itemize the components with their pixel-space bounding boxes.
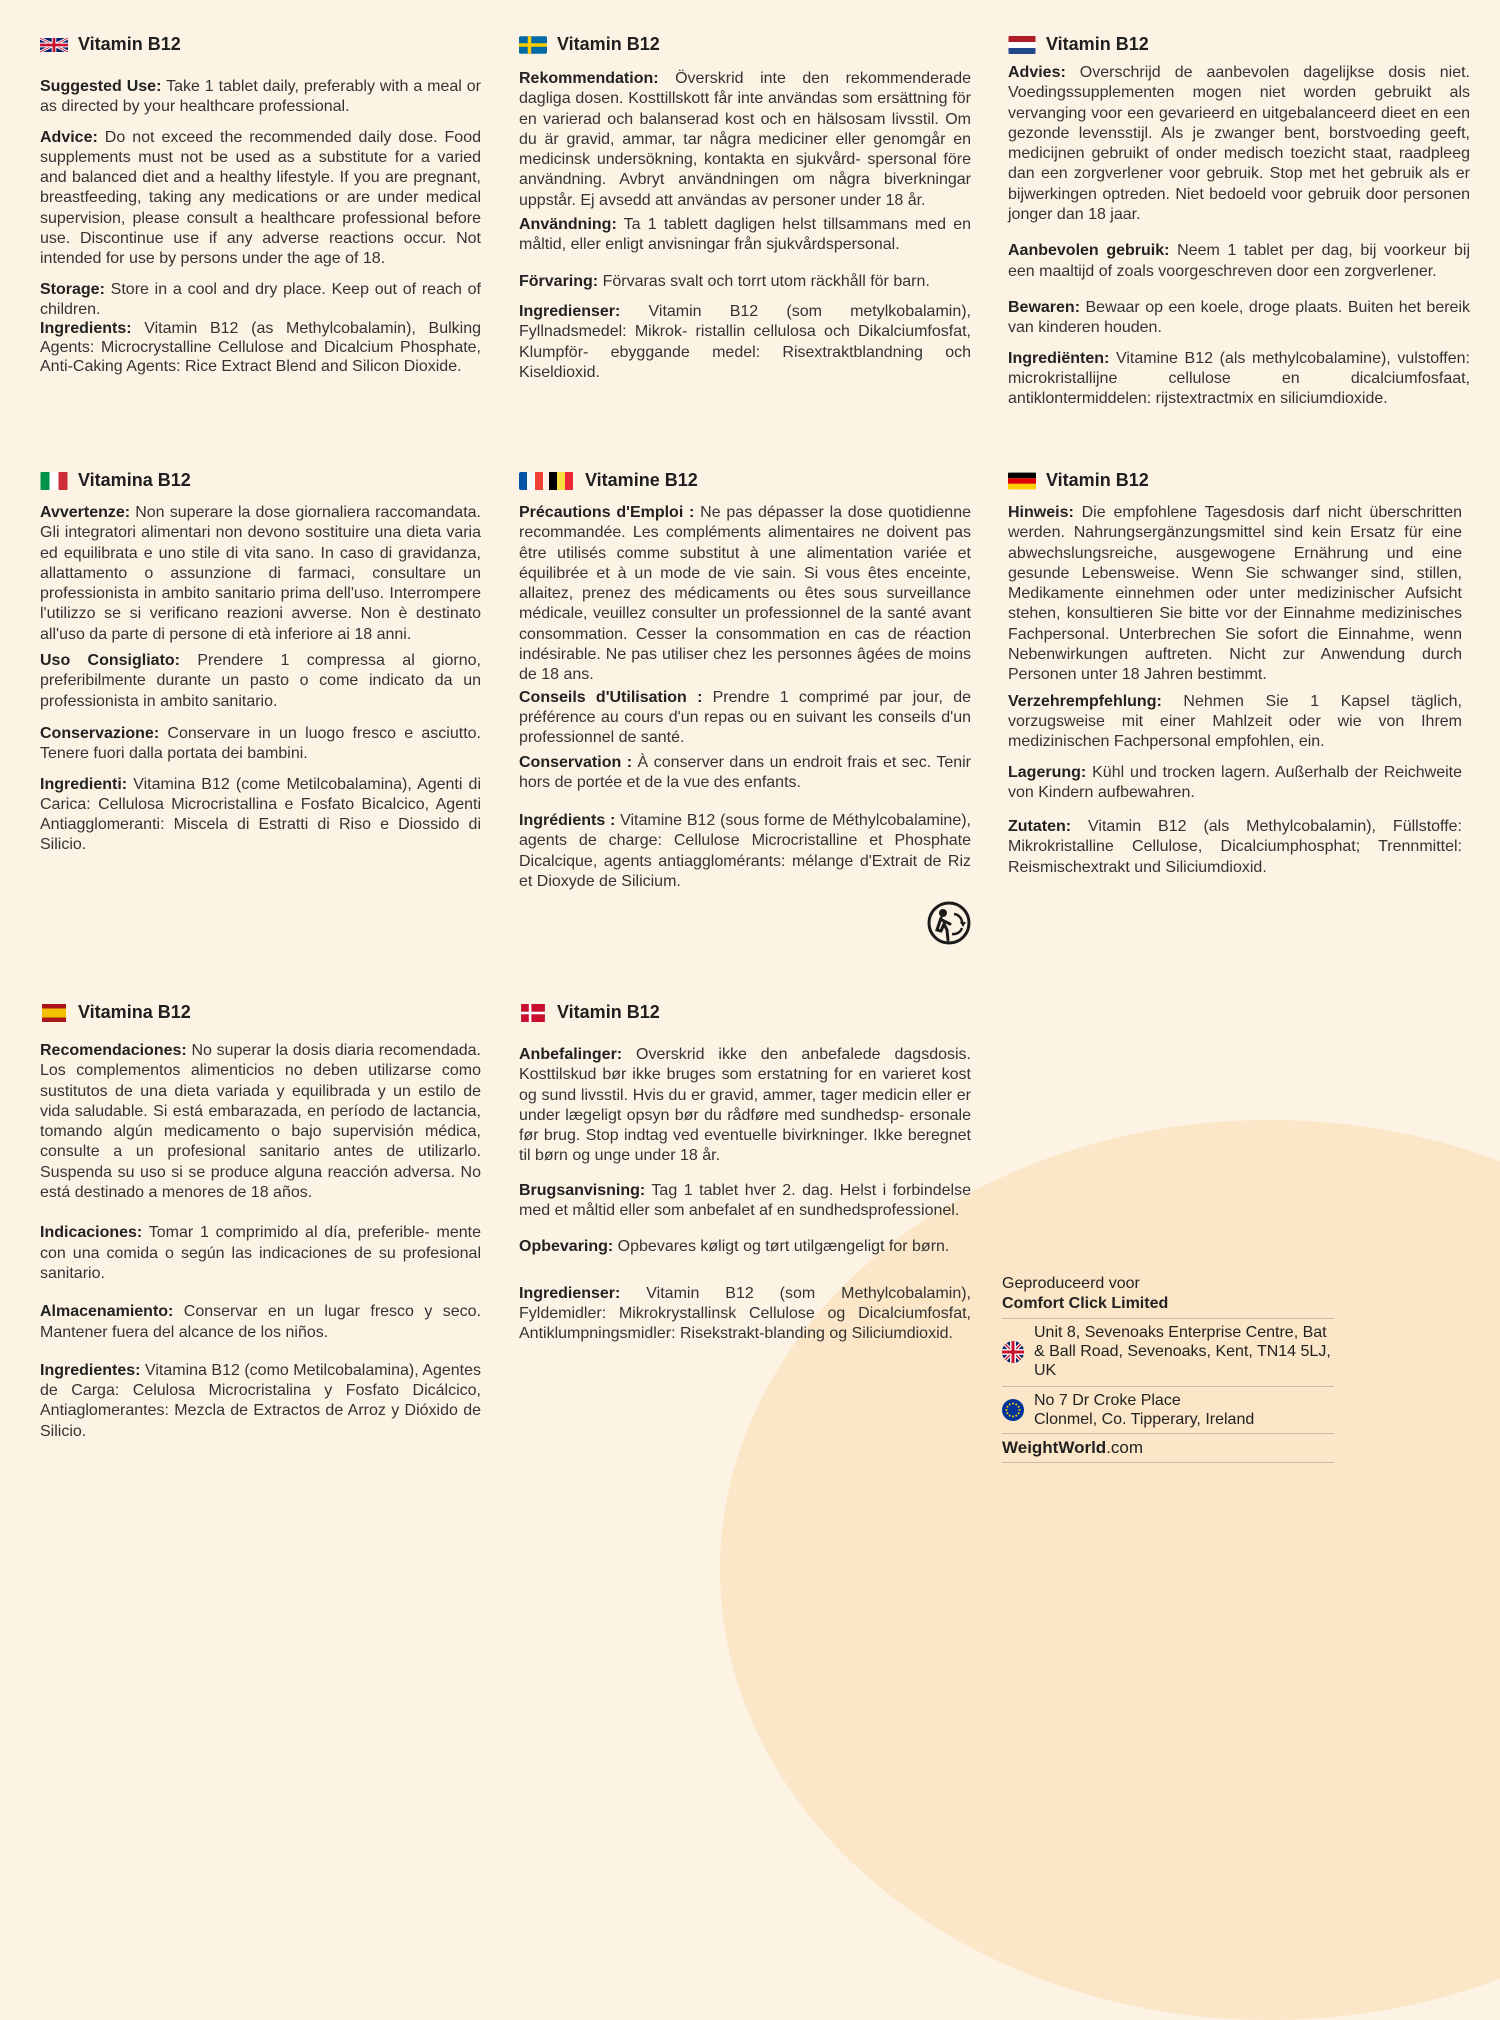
en-advice: Advice: Do not exceed the recommended daily dose. Food supplements must not be used as a substitute for a varied and balanced diet and a healthy lifestyle. If you are pregnant, breastfeeding, taking any medications or are under medical supervision, please consult a healthcare professional before use. Discontinue use if any adverse reactions occur. Not intended for use by persons under the age of 18.	[40, 128, 481, 268]
section-en	[40, 34, 481, 387]
sv-ingredients: Ingredienser: Vitamin B12 (som metylkobalamin), Fyllnadsmedel: Mikrok- ristallin cellulosa och Dikalciumfosfat, Klumpför- ebyggande medel: Risextraktblandning och Kiseldioxid.	[519, 302, 971, 381]
en-ingredients: Ingredients: Vitamin B12 (as Methylcobalamin), Bulking Agents: Microcrystalline Cellulose and Dicalcium Phosphate, Anti-Caking Agents: Rice Extract Blend and Silicon Dioxide.	[40, 320, 481, 375]
section-nl-title: Vitamin B12	[1046, 34, 1149, 54]
es-ingredients: Ingredientes: Vitamina B12 (como Metilcobalamina), Agentes de Carga: Celulosa Microcristalina y Fosfato Dicálcico, Antiaglomerantes: Mezcla de Extractos de Arroz y Dióxido de Silicio.	[40, 1361, 481, 1440]
fr-precautions: Précautions d'Emploi : Ne pas dépasser la dose quotidienne recommandée. Les compléments alimentaires ne doivent pas être utilisés comme substitut à une alimentation variée et équilibrée et à un mode de vie sain. Si vous êtes enceinte, allaitez, prenez des médicaments ou êtes sous surveillance médicale, veuillez consulter un professionnel de la santé avant consommation. Cesser la consommation en cas de réaction indésirable. Ne pas utiliser chez les personnes âgées de moins de 18 ans.	[519, 504, 972, 684]
nl-ingredients: Ingrediënten: Vitamine B12 (als methylcobalamine), vulstoffen: microkristallijne cellulose en dicalciumfosfaat, antiklontermiddelen: rijstextractmix en siliciumdioxide.	[1008, 349, 1470, 408]
eu-address-row	[1002, 1386, 1334, 1431]
uk-flag-icon	[40, 36, 68, 54]
es-indications: Indicaciones: Tomar 1 comprimido al día, preferible- mente con una comida o según las indicaciones de su profesional sanitario.	[40, 1224, 481, 1282]
produced-for-label: Geproduceerd voor	[1002, 1275, 1140, 1292]
uk-address-row	[1002, 1318, 1334, 1382]
it-warnings: Avvertenze: Non superare la dose giornaliera raccomandata. Gli integratori alimentari non devono sostituire una dieta varia ed equilibrata e uno stile di vita sano. In caso di gravidanza, allattamento o assunzione di farmaci, consultare un professionista in ambito sanitario prima dell'uso. Interrompere l'utilizzo se si verificano reazioni avverse. Non è destinato all'uso da parte di persone di età inferiore ai 18 anni.	[40, 504, 481, 643]
section-fr-title: Vitamine B12	[585, 470, 698, 490]
italy-flag-icon	[40, 472, 68, 490]
website-link[interactable]: WeightWorld.com	[1002, 1433, 1334, 1458]
it-ingredients: Ingredienti: Vitamina B12 (come Metilcobalamina), Agenti di Carica: Cellulosa Microcristallina e Fosfato Bicalcico, Agenti Antiagglomeranti: Miscela di Estratti di Riso e Diossido di Silicio.	[40, 775, 481, 854]
section-en-title: Vitamin B12	[78, 34, 181, 54]
section-sv	[519, 34, 971, 393]
germany-flag-icon	[1008, 472, 1036, 490]
section-es-title: Vitamina B12	[78, 1002, 191, 1022]
footer-divider	[1002, 1462, 1334, 1463]
section-de-header	[1008, 470, 1462, 491]
sv-storage: Förvaring: Förvaras svalt och torrt utom räckhåll för barn.	[519, 272, 930, 290]
section-fr-header	[519, 470, 971, 491]
section-it-title: Vitamina B12	[78, 470, 191, 490]
section-de	[1008, 470, 1462, 888]
de-storage: Lagerung: Kühl und trocken lagern. Außerhalb der Reichweite von Kindern aufbewahren.	[1008, 763, 1462, 801]
section-es-header	[40, 1002, 481, 1023]
section-de-title: Vitamin B12	[1046, 470, 1149, 490]
section-fr	[519, 470, 971, 902]
da-instructions: Brugsanvisning: Tag 1 tablet hver 2. dag. Helst i forbindelse med et måltid eller som anbefalet af en sundhedsprofessionel.	[519, 1181, 971, 1220]
nl-advice: Advies: Overschrijd de aanbevolen dagelijkse dosis niet. Voedingssupplementen mogen niet worden gebruikt als vervanging voor een gevarieerd en uitgebalanceerd dieet en een gezonde levensstijl. Als je zwanger bent, borstvoeding geeft, medicijnen gebruikt of onder medisch toezicht staat, raadpleeg dan een zorgverlener voor gebruik. Stop met het gebruik als er bijwerkingen optreden. Niet bedoeld voor gebruik door personen jonger dan 18 jaar.	[1008, 64, 1470, 224]
section-sv-header	[519, 34, 971, 55]
section-nl-header	[1008, 34, 1470, 55]
sweden-flag-icon	[519, 36, 547, 54]
section-da	[519, 1002, 971, 1355]
en-storage: Storage: Store in a cool and dry place. Keep out of reach of children.	[40, 280, 481, 318]
section-it-header	[40, 470, 481, 491]
da-recommendations: Anbefalinger: Overskrid ikke den anbefalede dagsdosis. Kosttilskud bør ikke bruges som erstatning for en varieret kost og sund livsstil. Hvis du er gravid, ammer, tager medicin eller er under lægeligt opsyn bør du rådføre med sundhedsp- ersonale før brug. Stop indtag ved eventuelle bivirkninger. Ikke beregnet til børn og unge under 18 år.	[519, 1046, 971, 1165]
fr-conservation: Conservation : À conserver dans un endroit frais et sec. Tenir hors de portée et de la vue des enfants.	[519, 753, 972, 791]
section-es	[40, 1002, 481, 1452]
section-sv-title: Vitamin B12	[557, 34, 660, 54]
es-recommendations: Recomendaciones: No superar la dosis diaria recomendada. Los complementos alimenticios no deben utilizarse como sustitutos de una dieta variada y equilibrada y un estilo de vida saludable. Si está embarazada, en período de lactancia, tomando algún medicamento o bajo supervisión médica, consulte a un profesional sanitario antes de utilizarlo. Suspenda su uso si se produce alguna reacción adversa. No está destinado a menores de 18 años.	[40, 1042, 481, 1202]
es-storage: Almacenamiento: Conservar en un lugar fresco y seco. Mantener fuera del alcance de los niños.	[40, 1303, 481, 1341]
section-da-title: Vitamin B12	[557, 1002, 660, 1022]
fr-usage-advice: Conseils d'Utilisation : Prendre 1 comprimé par jour, de préférence au cours d'un repas ou en suivant les conseils d'un professionnel de santé.	[519, 688, 971, 747]
nl-storage: Bewaren: Bewaar op een koele, droge plaats. Buiten het bereik van kinderen houden.	[1008, 298, 1470, 337]
nl-recommended-use: Aanbevolen gebruik: Neem 1 tablet per dag, bij voorkeur bij een maaltijd of zoals voorgeschreven door een zorgverlener.	[1008, 242, 1471, 280]
da-storage: Opbevaring: Opbevares køligt og tørt utilgængeligt for børn.	[519, 1238, 950, 1256]
manufacturer-footer	[1002, 1274, 1334, 1463]
netherlands-flag-icon	[1008, 36, 1036, 54]
it-storage: Conservazione: Conservare in un luogo fresco e asciutto. Tenere fuori dalla portata dei bambini.	[40, 724, 481, 763]
triman-recycling-icon	[926, 900, 972, 946]
section-it	[40, 470, 481, 866]
france-belgium-flag-icon	[519, 472, 575, 490]
eu-address: No 7 Dr Croke Place Clonmel, Co. Tipperary, Ireland	[1034, 1392, 1255, 1428]
de-notice: Hinweis: Die empfohlene Tagesdosis darf nicht überschritten werden. Nahrungsergänzungsmittel sind kein Ersatz für eine abwechslungsreiche, ausgewogene Ernährung und eine gesunde Lebensweise. Wenn Sie schwanger sind, stillen, Medikamente einnehmen oder unter medizinischer Aufsicht stehen, konsultieren Sie bitte vor der Einnahme medizinisches Fachpersonal. Unterbrechen Sie sofort die Einnahme, wenn Nebenwirkungen auftreten. Nicht zur Anwendung durch Personen unter 18 Jahren bestimmt.	[1008, 504, 1462, 684]
section-en-header	[40, 34, 481, 55]
sv-recommendation: Rekommendation: Överskrid inte den rekommenderade dagliga dosen. Kosttillskott får inte användas som ersättning för en varierad och balanserad kost och en hälsosam livsstil. Om du är gravid, ammar, tar några mediciner eller genomgår en medicinsk undersökning, kontakta en sjukvård- spersonal före användning. Avbryt användningen om några biverkningar uppstår. Ej avsedd att användas av personer under 18 år.	[519, 70, 971, 209]
company-name: Comfort Click Limited	[1002, 1295, 1169, 1312]
en-suggested-use: Suggested Use: Take 1 tablet daily, preferably with a meal or as directed by your healthcare professional.	[40, 78, 482, 116]
sv-usage: Användning: Ta 1 tablett dagligen helst tillsammans med en måltid, eller enligt anvisningar från sjukvårdspersonal.	[519, 216, 971, 254]
de-ingredients: Zutaten: Vitamin B12 (als Methylcobalamin), Füllstoffe: Mikrokristalline Cellulose, Dicalciumphosphat; Trennmittel: Reismischextrakt und Siliciumdioxid.	[1008, 818, 1462, 876]
it-recommended-use: Uso Consigliato: Prendere 1 compressa al giorno, preferibilmente durante un pasto o come indicato da un professionista in ambito sanitario.	[40, 652, 481, 710]
uk-flag-icon	[1002, 1341, 1024, 1363]
fr-ingredients: Ingrédients : Vitamine B12 (sous forme de Méthylcobalamine), agents de charge: Cellulose Microcristalline et Phosphate Dicalcique, agents antiagglomérants: mélange d'Extrait de Riz et Dioxyde de Silicium.	[519, 812, 971, 891]
denmark-flag-icon	[519, 1004, 547, 1022]
da-ingredients: Ingredienser: Vitamin B12 (som Methylcobalamin), Fyldemidler: Mikrokrystallinsk Cellulose og Dicalciumfosfat, Antiklumpningsmidler: Risekstrakt-blanding og Siliciumdioxid.	[519, 1284, 971, 1343]
spain-flag-icon	[40, 1004, 68, 1022]
de-recommendation: Verzehrempfehlung: Nehmen Sie 1 Kapsel täglich, vorzugsweise mit einer Mahlzeit oder wie von Ihrem medizinischen Fachpersonal empfohlen, ein.	[1008, 692, 1462, 751]
eu-flag-icon	[1002, 1399, 1024, 1421]
section-da-header	[519, 1002, 971, 1023]
section-nl	[1008, 34, 1470, 419]
uk-address: Unit 8, Sevenoaks Enterprise Centre, Bat & Ball Road, Sevenoaks, Kent, TN14 5LJ, UK	[1034, 1324, 1331, 1379]
